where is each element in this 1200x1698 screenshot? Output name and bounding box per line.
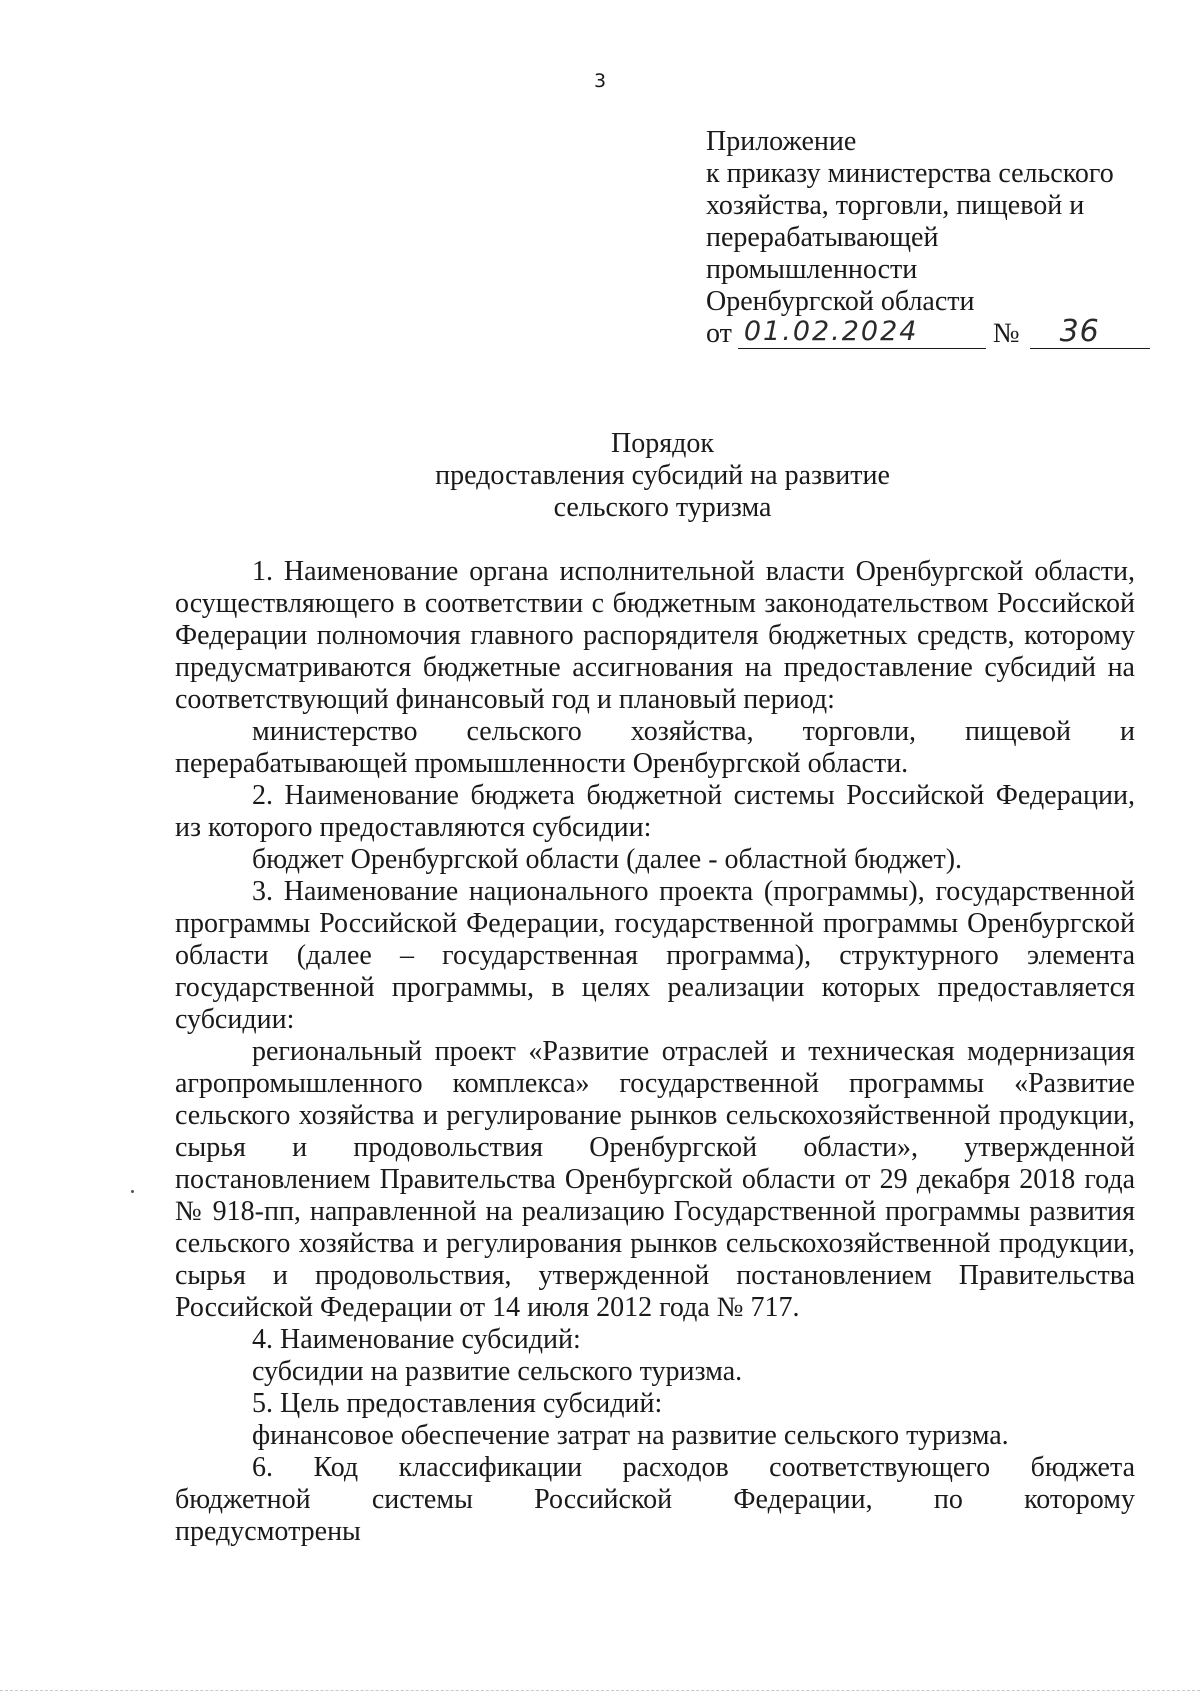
appendix-line: Оренбургской области bbox=[706, 286, 975, 317]
paragraph-5: 5. Цель предоставления субсидий: bbox=[252, 1388, 663, 1419]
handwritten-number: 36 bbox=[1059, 314, 1100, 349]
paragraph-6: 6. Код классификации расходов соответствующего бюджета бюджетной системы Российской Федерации, по которому предусмотрены bbox=[175, 1452, 1135, 1547]
paragraph-3-answer: региональный проект «Развитие отраслей и техническая модернизация агропромышленного комплекса» государственной программы «Развитие сельского хозяйства и регулирование рынков сельскохозяйственной продукции, сырья и продовольствия Оренбургской области», утвержденной постановлением Правительства Оренбургской области от 29 декабря 2018 года № 918-пп, направленной на реализацию Государственной программы развития сельского хозяйства и регулирования рынков сельскохозяйственной продукции, сырья и продовольствия, утвержденной постановлением Правительства Российской Федерации от 14 июля 2012 года № 717. bbox=[175, 1036, 1135, 1323]
paragraph-1: 1. Наименование органа исполнительной власти Оренбургской области, осуществляющего в соответствии с бюджетным законодательством Российской Федерации полномочия главного распорядителя бюджетных средств, которому предусматриваются бюджетные ассигнования на предоставление субсидий на соответствующий финансовый год и плановый период: bbox=[175, 556, 1135, 715]
appendix-line: перерабатывающей bbox=[706, 222, 939, 253]
scan-speck bbox=[131, 1190, 134, 1193]
appendix-header bbox=[706, 126, 1166, 350]
title-line: Порядок bbox=[611, 428, 714, 459]
appendix-line: Приложение bbox=[706, 126, 857, 157]
paragraph-2-answer: бюджет Оренбургской области (далее - областной бюджет). bbox=[252, 844, 963, 875]
handwritten-date: 01.02.2024 bbox=[743, 316, 919, 347]
paragraph-5-answer: финансовое обеспечение затрат на развитие сельского туризма. bbox=[252, 1420, 1009, 1451]
page-number: 3 bbox=[593, 70, 607, 92]
paragraph-4: 4. Наименование субсидий: bbox=[252, 1324, 581, 1355]
order-date-number-line bbox=[706, 314, 1166, 350]
appendix-line: промышленности bbox=[706, 254, 918, 285]
date-prefix: от bbox=[706, 318, 732, 349]
document-title bbox=[175, 428, 1150, 524]
order-date-field bbox=[738, 318, 986, 349]
document-body bbox=[175, 556, 1135, 1548]
appendix-line: к приказу министерства сельского bbox=[706, 158, 1114, 189]
order-number-field bbox=[1030, 314, 1150, 349]
appendix-line: хозяйства, торговли, пищевой и bbox=[706, 190, 1085, 221]
paragraph-4-answer: субсидии на развитие сельского туризма. bbox=[252, 1356, 743, 1387]
paragraph-3: 3. Наименование национального проекта (программы), государственной программы Российской Федерации, государственной программы Оренбургской области (далее – государственная программа), структурного элемента государственной программы, в целях реализации которых предоставляется субсидии: bbox=[175, 876, 1135, 1035]
number-label: № bbox=[992, 318, 1020, 349]
paragraph-2: 2. Наименование бюджета бюджетной системы Российской Федерации, из которого предоставляются субсидии: bbox=[175, 780, 1135, 843]
paragraph-1-answer: министерство сельского хозяйства, торговли, пищевой и перерабатывающей промышленности Оренбургской области. bbox=[175, 716, 1135, 779]
scan-edge-line bbox=[0, 1690, 1200, 1691]
title-line: сельского туризма bbox=[553, 492, 772, 523]
title-line: предоставления субсидий на развитие bbox=[435, 460, 890, 491]
